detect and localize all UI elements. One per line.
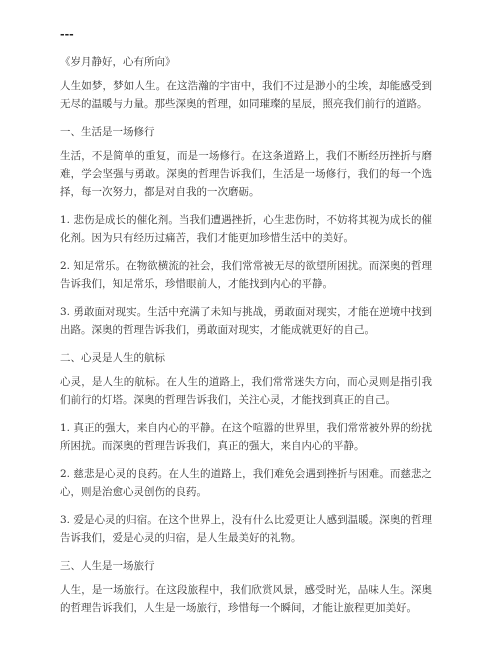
section-body-1: 生活，不是简单的重复，而是一场修行。在这条道路上，我们不断经历挫折与磨难，学会坚强与勇敢。深奥的哲理告诉我们，生活是一场修行，我们的每一个选择，每一次努力，都是对自我的一次磨砺。 bbox=[60, 150, 432, 198]
section-2-item-3: 3. 爱是心灵的归宿。在这个世界上，没有什么比爱更让人感到温暖。深奥的哲理告诉我们，爱是心灵的归宿，是人生最美好的礼物。 bbox=[60, 514, 432, 544]
intro-paragraph: 人生如梦，梦如人生。在这浩瀚的宇宙中，我们不过是渺小的尘埃，却能感受到无尽的温暖与力量。那些深奥的哲理，如同璀璨的星辰，照亮我们前行的道路。 bbox=[60, 80, 432, 110]
section-2-item-2: 2. 慈悲是心灵的良药。在人生的道路上，我们难免会遇到挫折与困难。而慈悲之心，则是治愈心灵创伤的良药。 bbox=[60, 468, 432, 498]
section-1-item-1: 1. 悲伤是成长的催化剂。当我们遭遇挫折，心生悲伤时，不妨将其视为成长的催化剂。因为只有经历过痛苦，我们才能更加珍惜生活中的美好。 bbox=[60, 214, 432, 244]
section-1-item-2: 2. 知足常乐。在物欲横流的社会，我们常常被无尽的欲望所困扰。而深奥的哲理告诉我们，知足常乐，珍惜眼前人，才能找到内心的平静。 bbox=[60, 260, 432, 290]
section-body-3: 人生，是一场旅行。在这段旅程中，我们欣赏风景，感受时光，品味人生。深奥的哲理告诉我们，人生是一场旅行，珍惜每一个瞬间，才能让旅程更加美好。 bbox=[60, 584, 432, 614]
section-heading-3: 三、人生是一场旅行 bbox=[60, 560, 155, 572]
horizontal-rule-marker: --- bbox=[60, 28, 74, 41]
section-heading-2: 二、心灵是人生的航标 bbox=[60, 352, 165, 364]
section-2-item-1: 1. 真正的强大，来自内心的平静。在这个喧嚣的世界里，我们常常被外界的纷扰所困扰。而深奥的哲理告诉我们，真正的强大，来自内心的平静。 bbox=[60, 422, 432, 452]
section-1-item-3: 3. 勇敢面对现实。生活中充满了未知与挑战，勇敢面对现实，才能在逆境中找到出路。深奥的哲理告诉我们，勇敢面对现实，才能成就更好的自己。 bbox=[60, 306, 432, 336]
section-body-2: 心灵，是人生的航标。在人生的道路上，我们常常迷失方向，而心灵则是指引我们前行的灯塔。深奥的哲理告诉我们，关注心灵，才能找到真正的自己。 bbox=[60, 376, 432, 406]
section-heading-1: 一、生活是一场修行 bbox=[60, 126, 155, 138]
document-title: 《岁月静好，心有所向》 bbox=[60, 56, 176, 68]
